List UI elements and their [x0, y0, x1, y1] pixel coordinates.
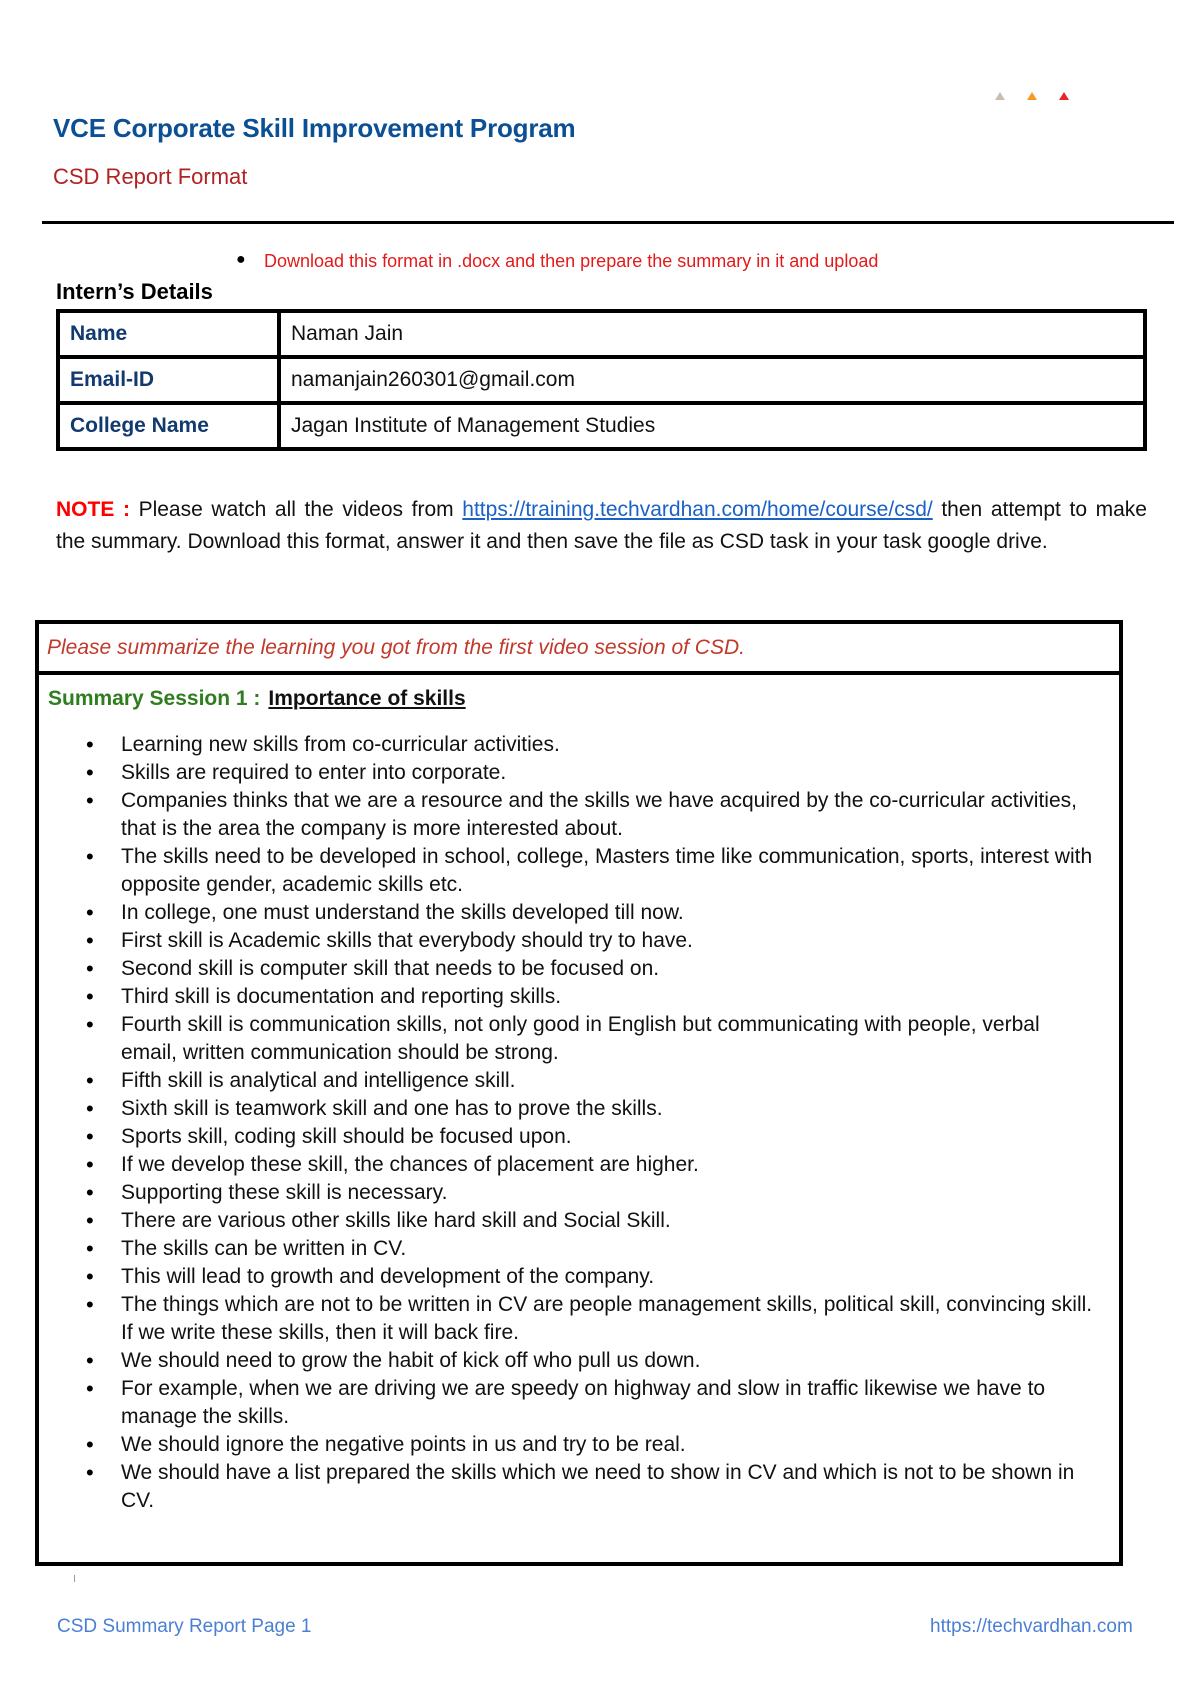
list-item: • This will lead to growth and development of the company. — [121, 1263, 1119, 1291]
list-item: • We should have a list prepared the skills which we need to show in CV and which is not to be shown in CV. — [121, 1459, 1119, 1515]
list-item: • Skills are required to enter into corporate. — [121, 759, 1119, 787]
list-item: • Learning new skills from co-curricular activities. — [121, 731, 1119, 759]
interns-details-table — [56, 309, 1147, 451]
note-label: NOTE : — [56, 498, 130, 521]
beige-triangle-icon — [995, 92, 1005, 100]
list-item: • The things which are not to be written in CV are people management skills, political skill, convincing skill. If we write these skills, then it will back fire. — [121, 1291, 1119, 1347]
page-title: VCE Corporate Skill Improvement Program — [53, 113, 576, 143]
name-label: Name — [58, 311, 279, 357]
list-item: • Second skill is computer skill that needs to be focused on. — [121, 955, 1119, 983]
list-item: • There are various other skills like hard skill and Social Skill. — [121, 1207, 1119, 1235]
list-item: • The skills need to be developed in school, college, Masters time like communication, sports, interest with opposite gender, academic skills etc. — [121, 843, 1119, 899]
table-row — [58, 311, 1145, 357]
list-item: • We should need to grow the habit of kick off who pull us down. — [121, 1347, 1119, 1375]
header-divider — [42, 221, 1174, 224]
table-row — [58, 357, 1145, 403]
list-item: • Sixth skill is teamwork skill and one has to prove the skills. — [121, 1095, 1119, 1123]
list-item: • Supporting these skill is necessary. — [121, 1179, 1119, 1207]
list-item: • Fourth skill is communication skills, not only good in English but communicating with people, verbal email, written communication should be strong. — [121, 1011, 1119, 1067]
text-cursor-mark — [74, 1575, 75, 1582]
table-row — [58, 403, 1145, 449]
note-text-before: Please watch all the videos from — [129, 498, 463, 521]
list-item: • Companies thinks that we are a resource and the skills we have acquired by the co-curricular activities, that is the area the company is more interested about. — [121, 787, 1119, 843]
footer-website-link[interactable]: https://techvardhan.com — [930, 1616, 1133, 1637]
email-value: namanjain260301@gmail.com — [279, 357, 1145, 403]
download-instruction-text: Download this format in .docx and then prepare the summary in it and upload — [264, 251, 879, 271]
footer-page-label: CSD Summary Report Page 1 — [57, 1616, 312, 1637]
course-link[interactable]: https://training.techvardhan.com/home/course/csd/ — [462, 498, 933, 521]
list-item: • We should ignore the negative points in us and try to be real. — [121, 1431, 1119, 1459]
interns-details-heading: Intern’s Details — [56, 279, 213, 304]
summary-prompt: Please summarize the learning you got from the first video session of CSD. — [39, 624, 1119, 675]
bullet-icon: ● — [236, 251, 246, 268]
summary-points-list — [39, 731, 1119, 1515]
decor-triangles — [995, 92, 1069, 100]
list-item: • Fifth skill is analytical and intelligence skill. — [121, 1067, 1119, 1095]
summary-box — [35, 620, 1123, 1566]
list-item: • If we develop these skill, the chances of placement are higher. — [121, 1151, 1119, 1179]
note-paragraph — [56, 494, 1147, 558]
note-text-after: then attempt to make the summary. Download this format, answer it and then save the file as CSD task in your task google drive. — [56, 498, 1147, 553]
orange-triangle-icon — [1027, 92, 1037, 100]
list-item: • First skill is Academic skills that everybody should try to have. — [121, 927, 1119, 955]
email-label: Email-ID — [58, 357, 279, 403]
college-value: Jagan Institute of Management Studies — [279, 403, 1145, 449]
session-topic: Importance of skills — [268, 687, 466, 710]
summary-heading — [48, 687, 1119, 711]
name-value: Naman Jain — [279, 311, 1145, 357]
red-triangle-icon — [1059, 92, 1069, 100]
list-item: • For example, when we are driving we are speedy on highway and slow in traffic likewise we have to manage the skills. — [121, 1375, 1119, 1431]
download-instruction — [236, 251, 879, 272]
page-subtitle: CSD Report Format — [53, 164, 248, 189]
college-label: College Name — [58, 403, 279, 449]
list-item: • The skills can be written in CV. — [121, 1235, 1119, 1263]
list-item: • In college, one must understand the skills developed till now. — [121, 899, 1119, 927]
list-item: • Third skill is documentation and reporting skills. — [121, 983, 1119, 1011]
list-item: • Sports skill, coding skill should be focused upon. — [121, 1123, 1119, 1151]
session-label: Summary Session 1 : — [48, 687, 261, 710]
